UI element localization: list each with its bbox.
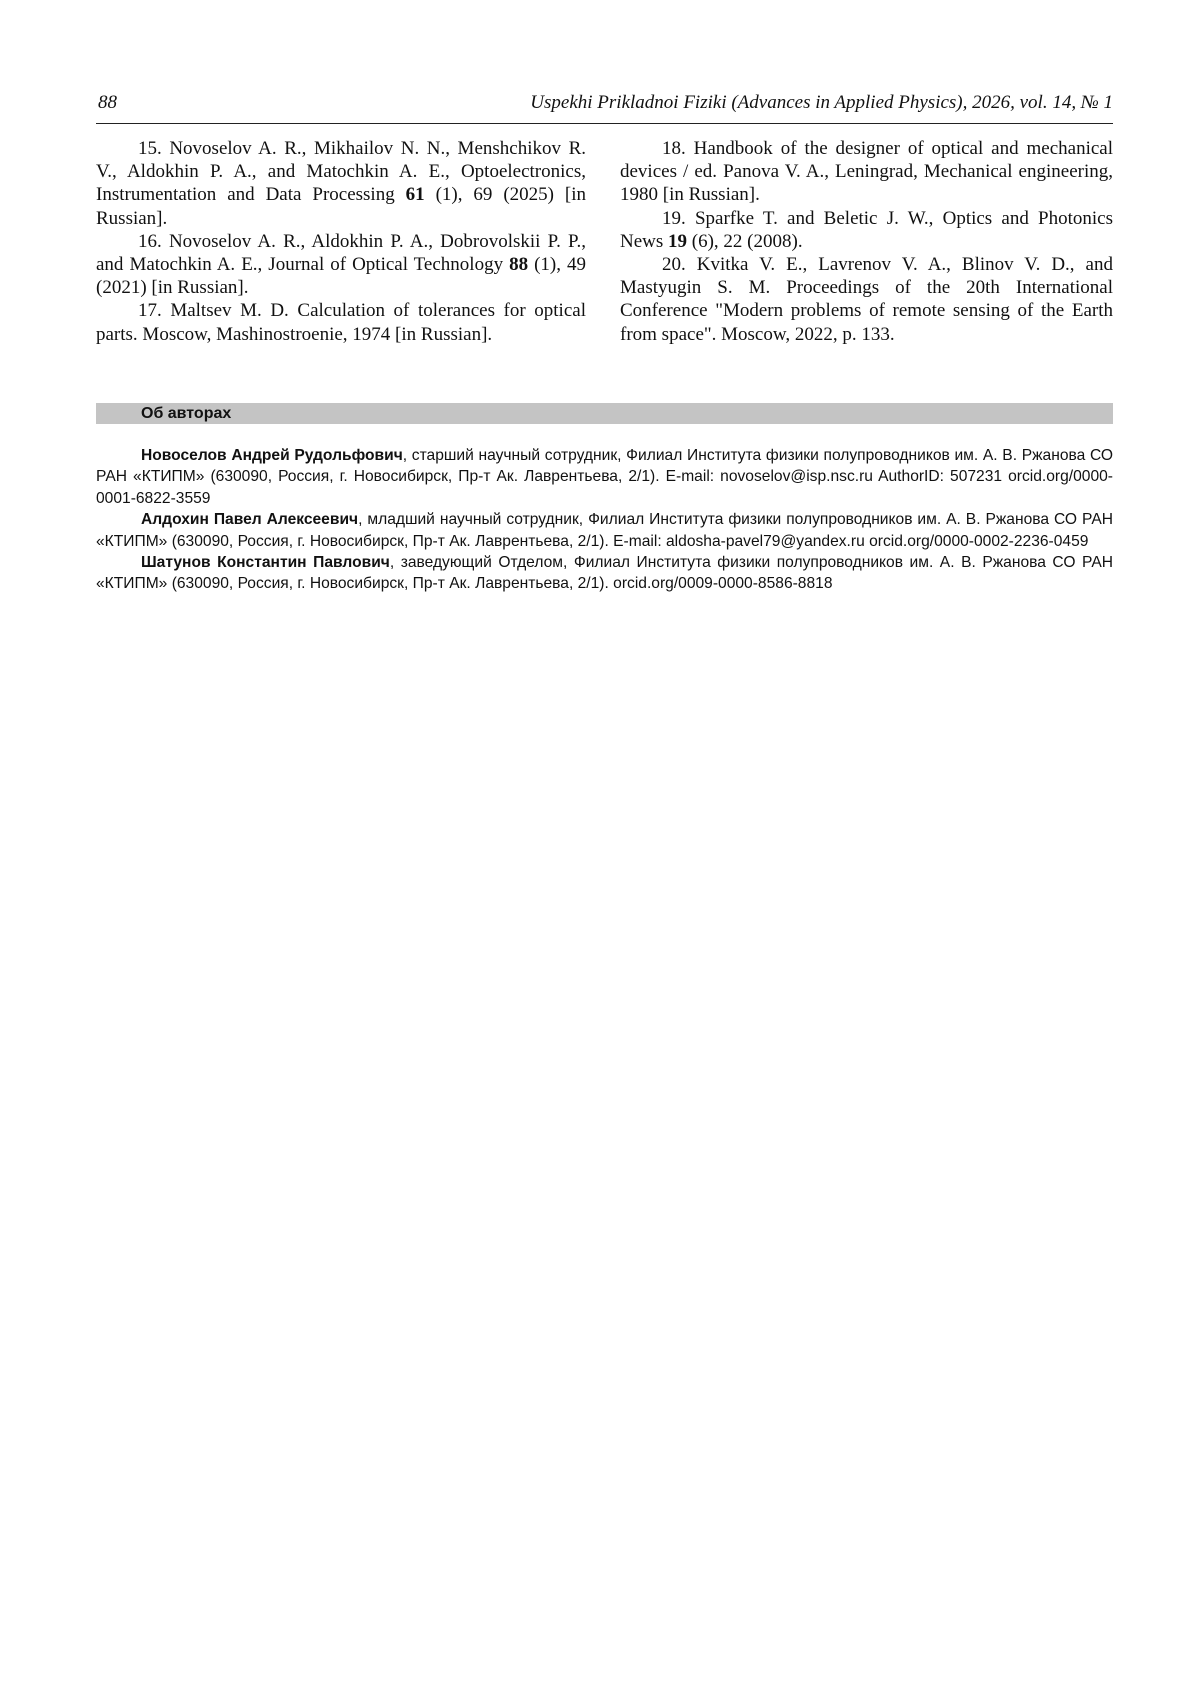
author-entry (96, 445, 1113, 509)
author-name: Новоселов Андрей Рудольфович (141, 447, 403, 464)
author-info: , младший научный сотрудник, Филиал Института физики полупроводников им. А. В. Ржанова СО РАН «КТИПМ» (630090, Россия, г. Новосибирск, Пр-т Ак. Лаврентьева, 2/1). E-mail: aldosha-pavel79@yandex.ru orcid.org/0000-0002-2236-0459 (96, 511, 1113, 550)
author-entry (96, 552, 1113, 595)
author-entry (96, 509, 1113, 552)
reference-item: 18. Handbook of the designer of optical and mechanical devices / ed. Panova V. A., Leningrad, Mechanical engineering, 1980 [in Russian]. (620, 138, 1113, 206)
references-left-column (96, 137, 586, 346)
section-title: Об авторах (141, 405, 232, 422)
author-info: , заведующий Отделом, Филиал Института физики полупроводников им. А. В. Ржанова СО РАН «КТИПМ» (630090, Россия, г. Новосибирск, Пр-т Ак. Лаврентьева, 2/1). orcid.org/0009-0000-8586-8818 (96, 554, 1114, 593)
author-name: Алдохин Павел Алексеевич (141, 511, 359, 529)
authors-list (96, 445, 1113, 595)
reference-item: 20. Kvitka V. E., Lavrenov V. A., Blinov V. D., and Mastyugin S. M. Proceedings of the 20th International Conference "Modern problems of remote sensing of the Earth from space". Moscow, 2022, p. 133. (620, 254, 1113, 345)
references-right-column (620, 137, 1113, 346)
reference-item: 17. Maltsev M. D. Calculation of tolerances for optical parts. Moscow, Mashinostroenie, 1974 [in Russian]. (96, 300, 586, 345)
reference-item: 16. Novoselov A. R., Aldokhin P. A., Dobrovolskii P. P., and Matochkin A. E., Journal of Optical Technology 88 (1), 49 (2021) [in Russian]. (96, 230, 587, 299)
journal-title: Uspekhi Prikladnoi Fiziki (Advances in Applied Physics), 2026, vol. 14, № 1 (530, 92, 1113, 113)
author-name: Шатунов Константин Павлович (141, 554, 390, 572)
page-number: 88 (98, 92, 117, 113)
about-authors-heading (96, 403, 1113, 424)
running-header (96, 92, 1113, 120)
reference-item: 19. Sparfke T. and Beletic J. W., Optics and Photonics News 19 (6), 22 (2008). (620, 207, 1113, 252)
reference-item: 15. Novoselov A. R., Mikhailov N. N., Menshchikov R. V., Aldokhin P. A., and Matochkin A. E., Optoelectronics, Instrumentation and Data Processing 61 (1), 69 (2025) [in Russian]. (96, 138, 587, 229)
header-rule (96, 123, 1113, 124)
author-info: , старший научный сотрудник, Филиал Института физики полупроводников им. А. В. Ржанова СО РАН «КТИПМ» (630090, Россия, г. Новосибирск, Пр-т Ак. Лаврентьева, 2/1). E-mail: novoselov@isp.nsc.ru AuthorID: 507231 orcid.org/0000-0001-6822-3559 (96, 447, 1113, 507)
